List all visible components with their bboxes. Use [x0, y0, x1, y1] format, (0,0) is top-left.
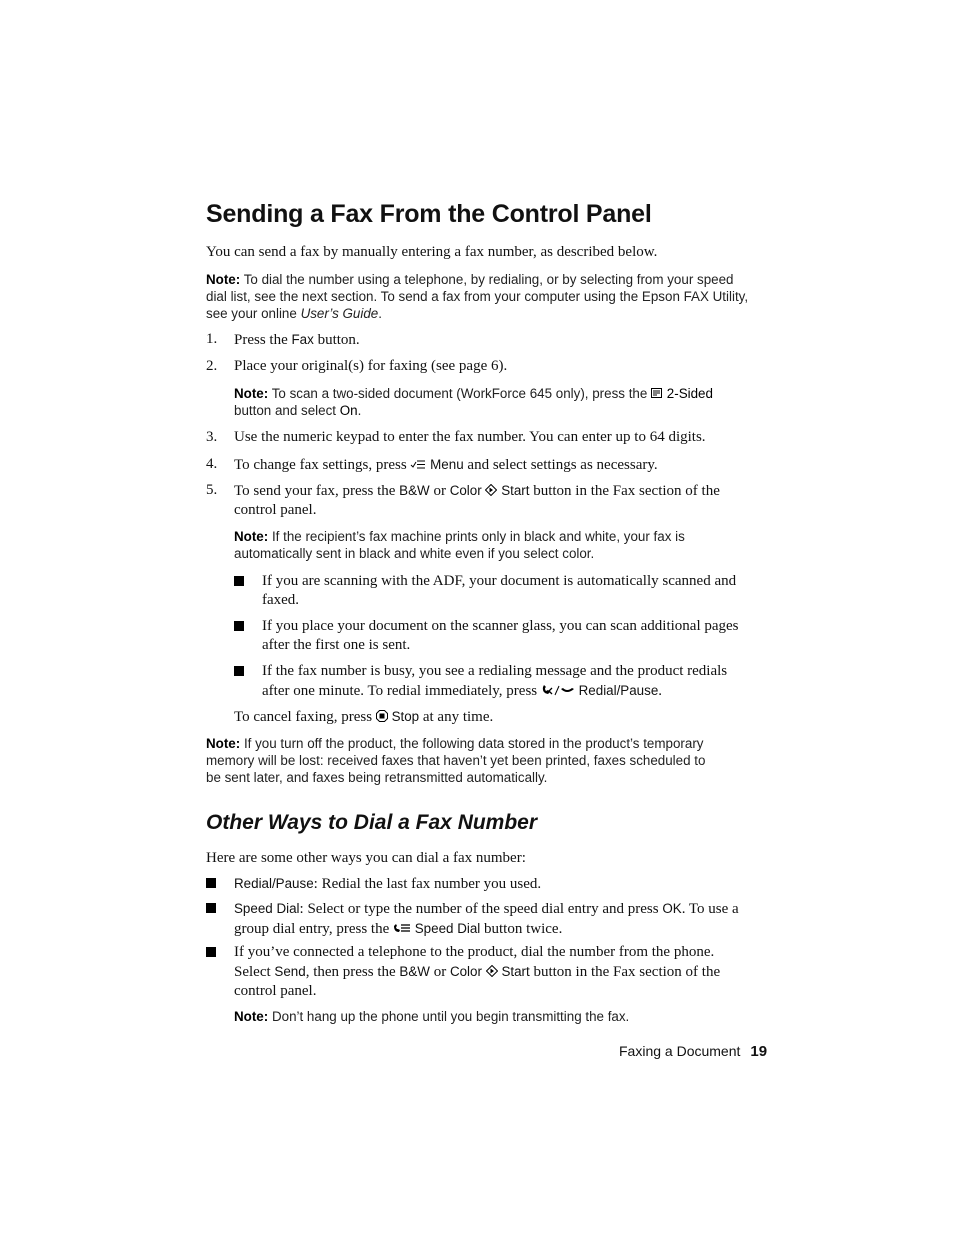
note-label: Note:	[206, 272, 241, 287]
bullet-marker	[234, 666, 244, 676]
list-item: If you place your document on the scanner glass, you can scan additional pages after the first one is sent.	[234, 617, 751, 655]
section-title: Other Ways to Dial a Fax Number	[206, 811, 538, 834]
bullet-marker	[206, 903, 216, 913]
list-item: Redial/Pause: Redial the last fax number you used.	[206, 874, 751, 894]
note-1: Note: To dial the number using a telephone, by redialing, or by selecting from your speed dial list, see the next section. To send a fax from your computer using the Epson FAX Utility, see your online User’s Guide.	[206, 272, 749, 321]
note-3: Note: If the recipient’s fax machine prints only in black and white, your fax is automatically sent in black and white even if you select color.	[234, 529, 685, 561]
step-5: 5. To send your fax, press the B&W or Color Start button in the Fax section of the control panel.	[206, 482, 720, 518]
step-4: 4. To change fax settings, press Menu and select settings as necessary.	[206, 456, 658, 473]
start-icon	[485, 484, 497, 496]
step-2: 2. Place your original(s) for faxing (see page 6).	[206, 358, 508, 374]
stop-icon	[376, 710, 388, 722]
bullet-marker	[206, 947, 216, 957]
bullet-marker	[234, 576, 244, 586]
menu-icon	[410, 459, 426, 470]
list-item: If you’ve connected a telephone to the product, dial the number from the phone. Select Send, then press the B&W or Color Start button in the Fax section of the control panel.	[206, 943, 751, 1001]
start-icon	[486, 965, 498, 977]
step-3: 3. Use the numeric keypad to enter the fax number. You can enter up to 64 digits.	[206, 429, 706, 445]
note-2: Note: To scan a two-sided document (WorkForce 645 only), press the 2-Sided button and select On.	[234, 386, 713, 418]
footer-section: Faxing a Document	[619, 1043, 741, 1059]
two-sided-icon	[651, 388, 663, 399]
list-item: Speed Dial: Select or type the number of the speed dial entry and press OK. To use a group dial entry, press the Speed Dial button twice.	[206, 899, 751, 939]
page-number: 19	[750, 1043, 768, 1060]
page-title: Sending a Fax From the Control Panel	[206, 200, 652, 228]
intro-text: You can send a fax by manually entering a fax number, as described below.	[206, 244, 658, 260]
bullet-marker	[206, 878, 216, 888]
section-intro: Here are some other ways you can dial a fax number:	[206, 850, 526, 866]
list-item: If you are scanning with the ADF, your document is automatically scanned and faxed.	[234, 572, 751, 610]
list-item: If the fax number is busy, you see a redialing message and the product redials after one minute. To redial immediately, press Redial/Pause.	[234, 662, 751, 701]
speed-dial-icon	[393, 923, 411, 934]
note-4: Note: If you turn off the product, the following data stored in the product’s temporary memory will be lost: received faxes that haven’t yet been printed, faxes scheduled to be sent later, and faxes being retransmitted automatically.	[206, 736, 706, 785]
cancel-instruction: To cancel faxing, press Stop at any time.	[234, 709, 494, 725]
bullet-marker	[234, 621, 244, 631]
step-1: 1. Press the Fax button.	[206, 331, 360, 348]
note-5: Note: Don’t hang up the phone until you begin transmitting the fax.	[234, 1009, 630, 1024]
redial-pause-icon	[541, 685, 575, 696]
page-footer	[619, 1043, 767, 1060]
fax-button-label: Fax	[291, 332, 314, 347]
